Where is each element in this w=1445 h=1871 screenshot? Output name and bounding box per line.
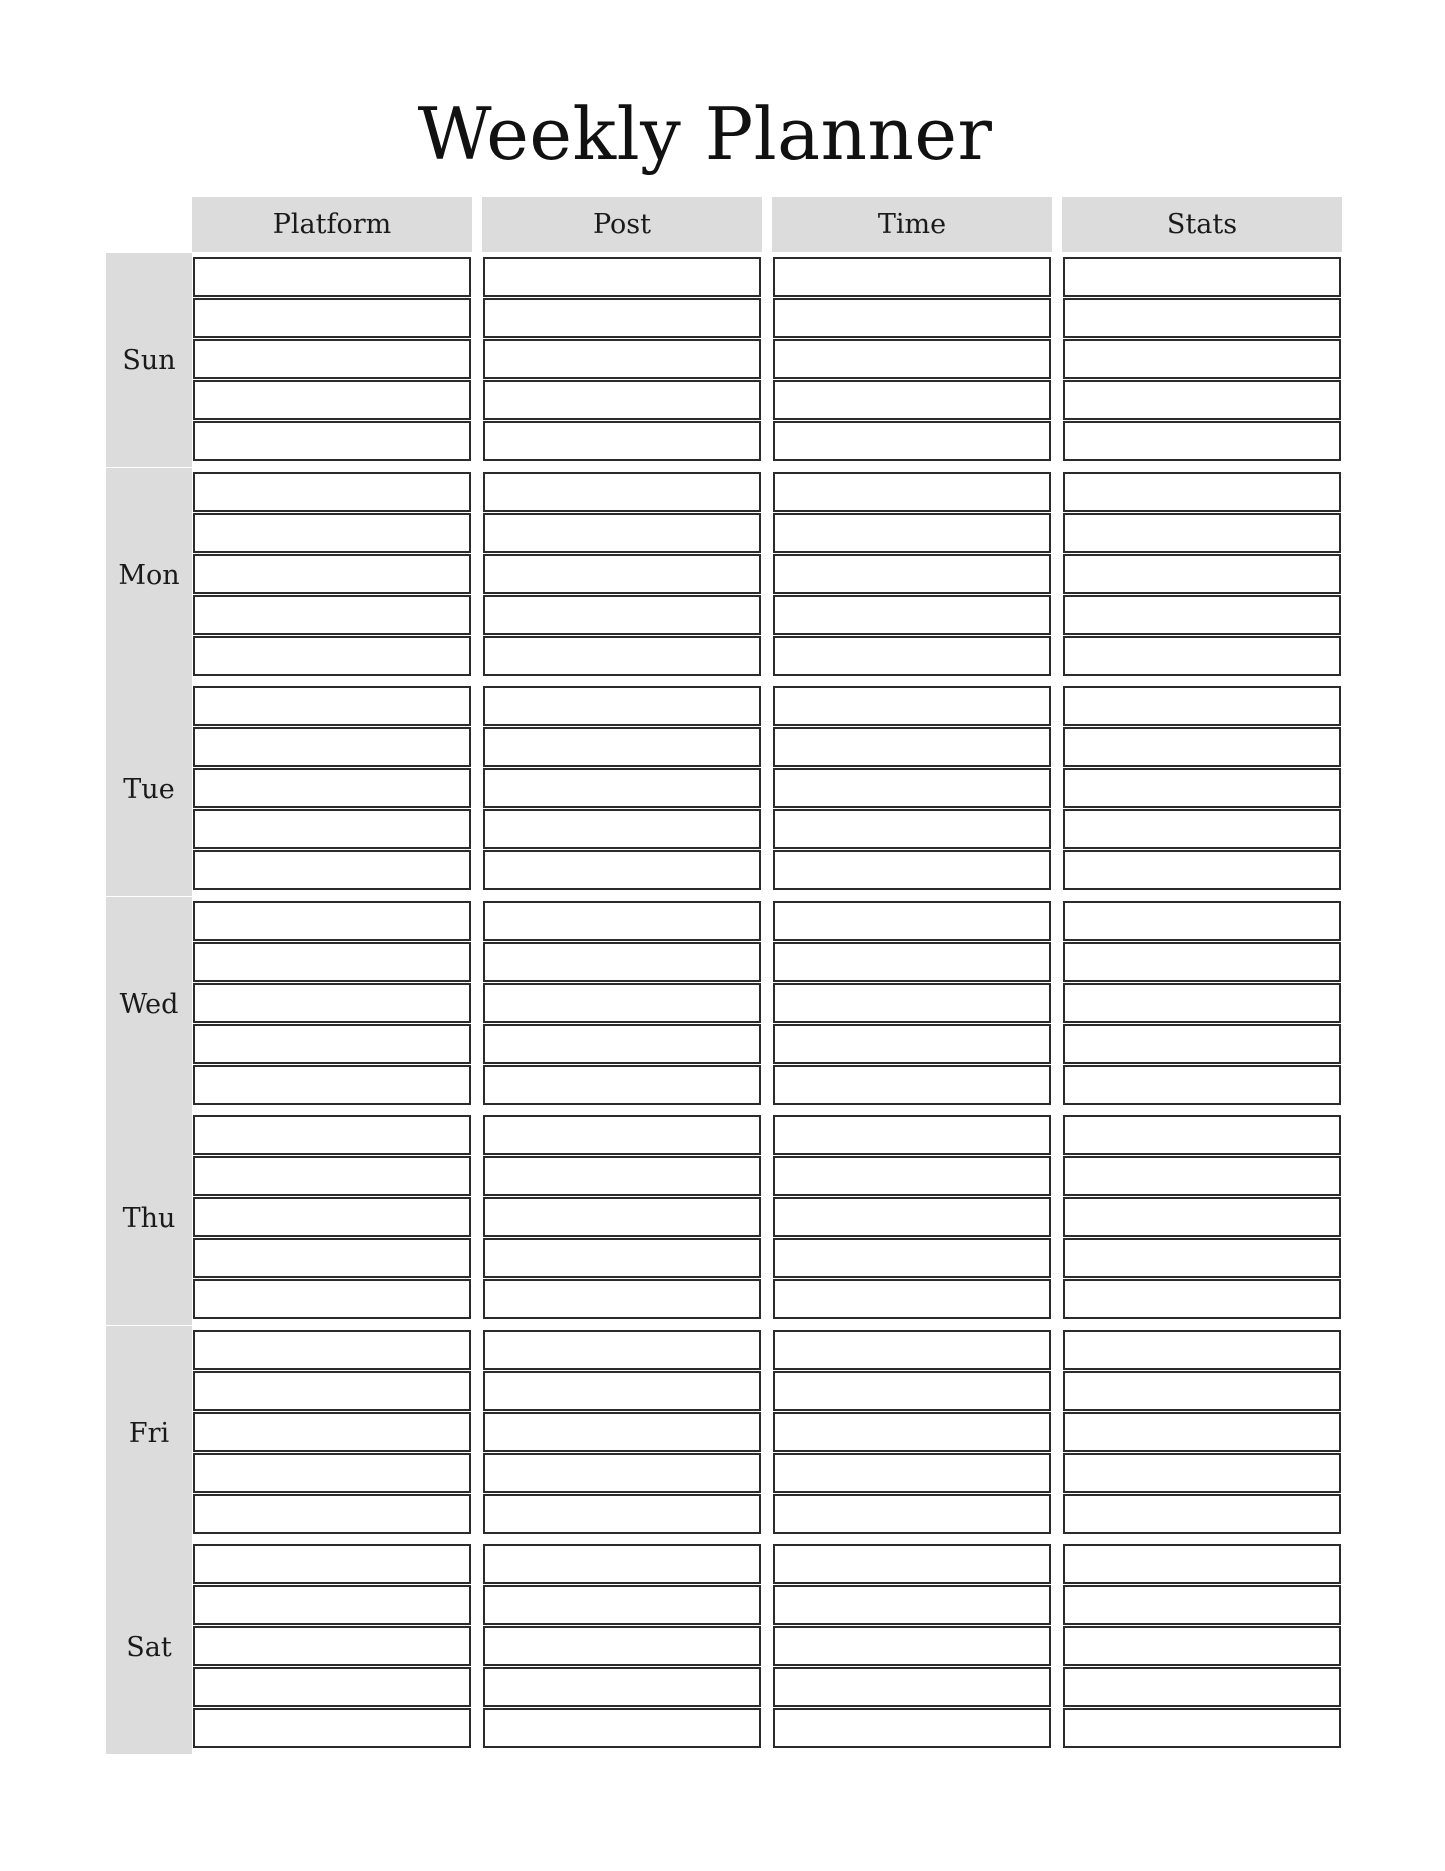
planner-cell-mon-stats-1[interactable] bbox=[1063, 472, 1341, 512]
planner-cell-thu-stats-4[interactable] bbox=[1063, 1238, 1341, 1278]
planner-cell-mon-platform-2[interactable] bbox=[193, 513, 471, 553]
planner-cell-sun-time-5[interactable] bbox=[773, 421, 1051, 461]
planner-cell-mon-post-2[interactable] bbox=[483, 513, 761, 553]
planner-cell-sat-platform-2[interactable] bbox=[193, 1585, 471, 1625]
planner-cell-sat-stats-4[interactable] bbox=[1063, 1667, 1341, 1707]
planner-cell-thu-post-4[interactable] bbox=[483, 1238, 761, 1278]
planner-cell-mon-post-1[interactable] bbox=[483, 472, 761, 512]
planner-cell-sun-post-4[interactable] bbox=[483, 380, 761, 420]
planner-cell-fri-platform-4[interactable] bbox=[193, 1453, 471, 1493]
planner-cell-wed-platform-4[interactable] bbox=[193, 1024, 471, 1064]
day-label-sun: Sun bbox=[106, 253, 192, 467]
planner-cell-sun-stats-2[interactable] bbox=[1063, 298, 1341, 338]
planner-cell-thu-time-4[interactable] bbox=[773, 1238, 1051, 1278]
planner-cell-fri-time-2[interactable] bbox=[773, 1371, 1051, 1411]
planner-cell-sun-post-2[interactable] bbox=[483, 298, 761, 338]
planner-cell-thu-post-3[interactable] bbox=[483, 1197, 761, 1237]
planner-cell-tue-stats-4[interactable] bbox=[1063, 809, 1341, 849]
planner-cell-sat-post-1[interactable] bbox=[483, 1544, 761, 1584]
planner-cell-fri-stats-3[interactable] bbox=[1063, 1412, 1341, 1452]
planner-cell-tue-platform-5[interactable] bbox=[193, 850, 471, 890]
day-label-tue: Tue bbox=[106, 682, 192, 896]
planner-cell-tue-time-2[interactable] bbox=[773, 727, 1051, 767]
planner-cell-mon-time-1[interactable] bbox=[773, 472, 1051, 512]
planner-cell-wed-platform-5[interactable] bbox=[193, 1065, 471, 1105]
planner-cell-thu-time-1[interactable] bbox=[773, 1115, 1051, 1155]
planner-cell-tue-platform-3[interactable] bbox=[193, 768, 471, 808]
planner-cell-tue-time-1[interactable] bbox=[773, 686, 1051, 726]
planner-cell-wed-time-5[interactable] bbox=[773, 1065, 1051, 1105]
planner-cell-mon-post-3[interactable] bbox=[483, 554, 761, 594]
planner-cell-sun-post-5[interactable] bbox=[483, 421, 761, 461]
column-header-platform: Platform bbox=[192, 197, 472, 252]
planner-cell-wed-post-3[interactable] bbox=[483, 983, 761, 1023]
planner-cell-mon-platform-3[interactable] bbox=[193, 554, 471, 594]
planner-cell-wed-platform-3[interactable] bbox=[193, 983, 471, 1023]
planner-cell-fri-time-1[interactable] bbox=[773, 1330, 1051, 1370]
planner-cell-mon-time-3[interactable] bbox=[773, 554, 1051, 594]
planner-cell-thu-post-1[interactable] bbox=[483, 1115, 761, 1155]
planner-cell-wed-time-1[interactable] bbox=[773, 901, 1051, 941]
planner-cell-tue-time-4[interactable] bbox=[773, 809, 1051, 849]
planner-cell-wed-stats-1[interactable] bbox=[1063, 901, 1341, 941]
planner-cell-sat-stats-1[interactable] bbox=[1063, 1544, 1341, 1584]
day-label-wed: Wed bbox=[106, 897, 192, 1111]
page-title: Weekly Planner bbox=[417, 92, 993, 176]
day-label-sat: Sat bbox=[106, 1540, 192, 1754]
planner-cell-mon-stats-4[interactable] bbox=[1063, 595, 1341, 635]
planner-cell-mon-platform-5[interactable] bbox=[193, 636, 471, 676]
day-label-fri: Fri bbox=[106, 1326, 192, 1540]
planner-cell-tue-post-5[interactable] bbox=[483, 850, 761, 890]
planner-cell-sun-platform-4[interactable] bbox=[193, 380, 471, 420]
planner-cell-sat-post-4[interactable] bbox=[483, 1667, 761, 1707]
planner-cell-thu-platform-2[interactable] bbox=[193, 1156, 471, 1196]
planner-cell-thu-time-5[interactable] bbox=[773, 1279, 1051, 1319]
planner-cell-sun-platform-1[interactable] bbox=[193, 257, 471, 297]
planner-cell-sun-platform-3[interactable] bbox=[193, 339, 471, 379]
planner-cell-tue-post-1[interactable] bbox=[483, 686, 761, 726]
planner-cell-sat-time-5[interactable] bbox=[773, 1708, 1051, 1748]
planner-cell-thu-stats-3[interactable] bbox=[1063, 1197, 1341, 1237]
planner-cell-mon-platform-4[interactable] bbox=[193, 595, 471, 635]
planner-cell-sun-platform-2[interactable] bbox=[193, 298, 471, 338]
planner-cell-wed-platform-1[interactable] bbox=[193, 901, 471, 941]
planner-cell-mon-post-5[interactable] bbox=[483, 636, 761, 676]
planner-cell-mon-platform-1[interactable] bbox=[193, 472, 471, 512]
planner-cell-fri-stats-1[interactable] bbox=[1063, 1330, 1341, 1370]
planner-cell-thu-stats-5[interactable] bbox=[1063, 1279, 1341, 1319]
planner-cell-fri-post-5[interactable] bbox=[483, 1494, 761, 1534]
planner-cell-fri-post-3[interactable] bbox=[483, 1412, 761, 1452]
planner-cell-tue-post-2[interactable] bbox=[483, 727, 761, 767]
planner-cell-sat-stats-5[interactable] bbox=[1063, 1708, 1341, 1748]
planner-cell-sun-post-3[interactable] bbox=[483, 339, 761, 379]
planner-cell-fri-post-4[interactable] bbox=[483, 1453, 761, 1493]
planner-cell-sat-post-5[interactable] bbox=[483, 1708, 761, 1748]
planner-cell-fri-post-2[interactable] bbox=[483, 1371, 761, 1411]
planner-cell-sat-stats-2[interactable] bbox=[1063, 1585, 1341, 1625]
planner-cell-sat-platform-5[interactable] bbox=[193, 1708, 471, 1748]
planner-cell-mon-time-4[interactable] bbox=[773, 595, 1051, 635]
planner-cell-sun-stats-5[interactable] bbox=[1063, 421, 1341, 461]
planner-cell-wed-time-2[interactable] bbox=[773, 942, 1051, 982]
planner-cell-sun-time-3[interactable] bbox=[773, 339, 1051, 379]
planner-cell-wed-time-4[interactable] bbox=[773, 1024, 1051, 1064]
planner-cell-sat-time-1[interactable] bbox=[773, 1544, 1051, 1584]
planner-cell-sat-platform-4[interactable] bbox=[193, 1667, 471, 1707]
planner-cell-wed-post-2[interactable] bbox=[483, 942, 761, 982]
planner-cell-sat-time-4[interactable] bbox=[773, 1667, 1051, 1707]
day-label-mon: Mon bbox=[106, 468, 192, 682]
planner-cell-sat-platform-3[interactable] bbox=[193, 1626, 471, 1666]
planner-cell-sun-time-1[interactable] bbox=[773, 257, 1051, 297]
planner-cell-fri-stats-5[interactable] bbox=[1063, 1494, 1341, 1534]
day-label-thu: Thu bbox=[106, 1111, 192, 1325]
planner-cell-tue-stats-1[interactable] bbox=[1063, 686, 1341, 726]
planner-cell-fri-time-3[interactable] bbox=[773, 1412, 1051, 1452]
planner-cell-sun-post-1[interactable] bbox=[483, 257, 761, 297]
planner-cell-wed-post-5[interactable] bbox=[483, 1065, 761, 1105]
planner-cell-fri-time-5[interactable] bbox=[773, 1494, 1051, 1534]
planner-cell-mon-time-2[interactable] bbox=[773, 513, 1051, 553]
planner-cell-mon-stats-3[interactable] bbox=[1063, 554, 1341, 594]
planner-cell-tue-stats-5[interactable] bbox=[1063, 850, 1341, 890]
planner-cell-thu-platform-1[interactable] bbox=[193, 1115, 471, 1155]
planner-cell-sun-stats-3[interactable] bbox=[1063, 339, 1341, 379]
planner-cell-thu-platform-5[interactable] bbox=[193, 1279, 471, 1319]
planner-cell-sun-platform-5[interactable] bbox=[193, 421, 471, 461]
planner-cell-fri-stats-2[interactable] bbox=[1063, 1371, 1341, 1411]
planner-cell-wed-stats-3[interactable] bbox=[1063, 983, 1341, 1023]
planner-cell-tue-post-4[interactable] bbox=[483, 809, 761, 849]
planner-cell-wed-post-4[interactable] bbox=[483, 1024, 761, 1064]
planner-cell-sat-time-2[interactable] bbox=[773, 1585, 1051, 1625]
planner-cell-fri-stats-4[interactable] bbox=[1063, 1453, 1341, 1493]
planner-cell-sun-time-4[interactable] bbox=[773, 380, 1051, 420]
planner-cell-mon-stats-2[interactable] bbox=[1063, 513, 1341, 553]
planner-cell-sun-stats-4[interactable] bbox=[1063, 380, 1341, 420]
planner-cell-sat-time-3[interactable] bbox=[773, 1626, 1051, 1666]
planner-cell-sun-stats-1[interactable] bbox=[1063, 257, 1341, 297]
planner-cell-sat-post-2[interactable] bbox=[483, 1585, 761, 1625]
planner-cell-tue-platform-2[interactable] bbox=[193, 727, 471, 767]
planner-cell-fri-platform-1[interactable] bbox=[193, 1330, 471, 1370]
planner-cell-tue-time-3[interactable] bbox=[773, 768, 1051, 808]
planner-cell-sat-stats-3[interactable] bbox=[1063, 1626, 1341, 1666]
planner-cell-thu-post-5[interactable] bbox=[483, 1279, 761, 1319]
planner-cell-wed-platform-2[interactable] bbox=[193, 942, 471, 982]
planner-cell-tue-time-5[interactable] bbox=[773, 850, 1051, 890]
planner-cell-thu-time-3[interactable] bbox=[773, 1197, 1051, 1237]
planner-cell-mon-time-5[interactable] bbox=[773, 636, 1051, 676]
planner-cell-thu-platform-3[interactable] bbox=[193, 1197, 471, 1237]
planner-cell-sat-post-3[interactable] bbox=[483, 1626, 761, 1666]
planner-cell-thu-platform-4[interactable] bbox=[193, 1238, 471, 1278]
planner-cell-tue-stats-2[interactable] bbox=[1063, 727, 1341, 767]
planner-cell-tue-platform-4[interactable] bbox=[193, 809, 471, 849]
planner-cell-tue-platform-1[interactable] bbox=[193, 686, 471, 726]
planner-cell-fri-post-1[interactable] bbox=[483, 1330, 761, 1370]
planner-cell-sat-platform-1[interactable] bbox=[193, 1544, 471, 1584]
planner-cell-sun-time-2[interactable] bbox=[773, 298, 1051, 338]
column-header-time: Time bbox=[772, 197, 1052, 252]
planner-cell-wed-stats-4[interactable] bbox=[1063, 1024, 1341, 1064]
planner-cell-mon-stats-5[interactable] bbox=[1063, 636, 1341, 676]
planner-cell-fri-platform-5[interactable] bbox=[193, 1494, 471, 1534]
planner-cell-fri-platform-3[interactable] bbox=[193, 1412, 471, 1452]
planner-cell-thu-post-2[interactable] bbox=[483, 1156, 761, 1196]
planner-cell-mon-post-4[interactable] bbox=[483, 595, 761, 635]
planner-cell-tue-post-3[interactable] bbox=[483, 768, 761, 808]
column-header-post: Post bbox=[482, 197, 762, 252]
planner-cell-wed-post-1[interactable] bbox=[483, 901, 761, 941]
planner-cell-wed-time-3[interactable] bbox=[773, 983, 1051, 1023]
planner-cell-wed-stats-2[interactable] bbox=[1063, 942, 1341, 982]
planner-cell-tue-stats-3[interactable] bbox=[1063, 768, 1341, 808]
planner-cell-thu-stats-1[interactable] bbox=[1063, 1115, 1341, 1155]
planner-cell-wed-stats-5[interactable] bbox=[1063, 1065, 1341, 1105]
planner-cell-thu-stats-2[interactable] bbox=[1063, 1156, 1341, 1196]
planner-cell-thu-time-2[interactable] bbox=[773, 1156, 1051, 1196]
planner-cell-fri-platform-2[interactable] bbox=[193, 1371, 471, 1411]
column-header-stats: Stats bbox=[1062, 197, 1342, 252]
planner-cell-fri-time-4[interactable] bbox=[773, 1453, 1051, 1493]
